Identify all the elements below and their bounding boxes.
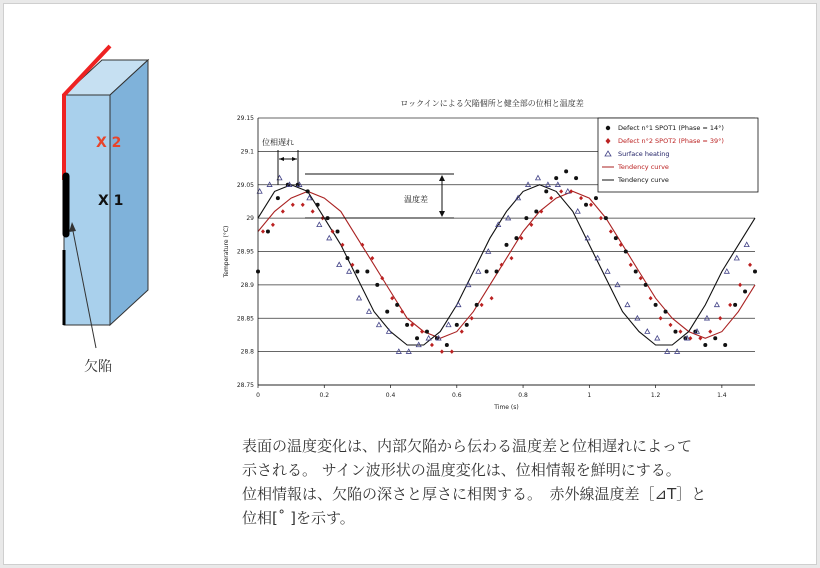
data-point-spot1 [485, 270, 489, 274]
data-point-spot2 [738, 283, 742, 287]
data-point-spot2 [470, 316, 474, 320]
data-point-spot2 [440, 349, 444, 353]
data-point-spot2 [261, 229, 265, 233]
data-point-spot1 [534, 209, 538, 213]
y-tick-label: 29.1 [240, 148, 254, 156]
data-point-spot1 [634, 270, 638, 274]
caption-text [242, 434, 802, 530]
x-tick-label: 0.6 [452, 392, 462, 399]
caption-line-1: 表面の温度変化は、内部欠陥から伝わる温度差と位相遅れによって [242, 437, 693, 455]
data-point-surface [555, 182, 560, 186]
data-point-spot1 [355, 270, 359, 274]
data-point-spot2 [579, 196, 583, 200]
legend-label-spot2: Defect n°2 SPOT2 (Phase = 39°) [618, 137, 724, 145]
data-point-spot1 [465, 323, 469, 327]
data-point-spot1 [594, 196, 598, 200]
data-point-spot2 [460, 329, 464, 333]
data-point-spot2 [271, 223, 275, 227]
data-point-spot1 [703, 343, 707, 347]
data-point-spot2 [420, 329, 424, 333]
data-point-surface [446, 322, 451, 326]
data-point-spot2 [589, 203, 593, 207]
x-tick-label: 0.2 [319, 392, 330, 399]
data-point-spot2 [649, 296, 653, 300]
data-point-spot2 [490, 296, 494, 300]
x-tick-label: 0.8 [518, 392, 528, 399]
data-point-spot2 [559, 189, 563, 193]
data-point-surface [655, 336, 660, 340]
temp-diff-arrowhead-bottom [439, 211, 445, 217]
data-point-spot2 [281, 209, 285, 213]
data-point-spot1 [514, 236, 518, 240]
data-point-surface [625, 302, 630, 306]
data-point-surface [675, 349, 680, 353]
data-point-spot2 [450, 349, 454, 353]
data-point-spot2 [549, 196, 553, 200]
data-point-surface [705, 316, 710, 320]
data-point-spot2 [669, 323, 673, 327]
data-point-surface [526, 182, 531, 186]
chart-title: ロックインによる欠陥個所と健全部の位相と温度差 [400, 99, 584, 108]
data-point-surface [357, 296, 362, 300]
label-x1: X 1 [98, 193, 124, 209]
data-point-spot1 [564, 169, 568, 173]
data-point-surface [536, 175, 541, 179]
data-point-surface [486, 249, 491, 253]
data-point-spot2 [619, 243, 623, 247]
data-point-surface [734, 256, 739, 260]
phase-lag-label: 位相遅れ [262, 138, 294, 147]
legend-label-surface: Surface heating [618, 150, 670, 158]
data-point-surface [367, 309, 372, 313]
x-tick-label: 1 [587, 392, 592, 399]
data-point-spot2 [539, 209, 543, 213]
data-point-spot1 [544, 189, 548, 193]
data-point-spot2 [301, 203, 305, 207]
y-axis-label: Temperature (°C) [223, 225, 230, 278]
data-point-spot1 [723, 343, 727, 347]
y-tick-label: 29.15 [236, 115, 254, 122]
data-point-spot1 [345, 256, 349, 260]
data-point-spot2 [718, 316, 722, 320]
data-point-surface [396, 349, 401, 353]
data-point-spot2 [311, 209, 315, 213]
legend-label-tendency-red: Tendency curve [618, 163, 669, 171]
data-point-spot2 [678, 329, 682, 333]
temp-diff-label: 温度差 [404, 195, 428, 204]
data-point-spot2 [509, 256, 513, 260]
y-tick-label: 28.75 [236, 382, 254, 389]
y-tick-label: 29 [246, 215, 254, 223]
data-point-surface [575, 209, 580, 213]
tendency-curve-4 [258, 185, 755, 345]
data-point-spot1 [673, 330, 677, 334]
data-point-spot1 [365, 270, 369, 274]
data-point-spot1 [753, 270, 757, 274]
data-point-spot1 [385, 310, 389, 314]
data-point-spot1 [524, 216, 528, 220]
temp-diff-arrowhead-top [439, 175, 445, 181]
legend-marker-spot1 [606, 126, 610, 130]
data-point-spot1 [276, 196, 280, 200]
phase-lag-arrowhead-right [292, 157, 297, 161]
data-point-surface [724, 269, 729, 273]
x-tick-label: 0 [256, 392, 260, 399]
data-point-spot1 [614, 236, 618, 240]
y-tick-label: 28.95 [236, 248, 254, 256]
label-x2: X 2 [96, 135, 122, 151]
data-point-surface [377, 322, 382, 326]
data-point-surface [347, 269, 352, 273]
data-point-surface [605, 269, 610, 273]
data-point-surface [426, 336, 431, 340]
data-point-spot1 [405, 323, 409, 327]
data-point-spot1 [584, 203, 588, 207]
data-point-spot1 [455, 323, 459, 327]
y-tick-label: 28.9 [240, 281, 254, 289]
data-point-spot1 [644, 283, 648, 287]
data-point-spot1 [743, 290, 747, 294]
data-point-spot2 [659, 316, 663, 320]
data-point-spot1 [306, 189, 310, 193]
data-point-surface [406, 349, 411, 353]
data-point-surface [506, 216, 511, 220]
data-point-surface [744, 242, 749, 246]
data-point-spot1 [395, 303, 399, 307]
data-point-spot1 [713, 336, 717, 340]
y-tick-label: 29.05 [236, 181, 254, 189]
x-tick-label: 1.4 [717, 392, 727, 399]
caption-line-4: 位相[˚ ]を示す。 [242, 509, 355, 527]
data-point-surface [615, 282, 620, 286]
data-point-spot1 [425, 330, 429, 334]
data-point-spot2 [599, 216, 603, 220]
data-point-spot1 [664, 310, 668, 314]
data-point-spot1 [624, 250, 628, 254]
data-point-surface [337, 262, 342, 266]
y-tick-label: 28.8 [240, 348, 254, 356]
data-point-spot1 [505, 243, 509, 247]
data-point-surface [317, 222, 322, 226]
data-point-spot2 [291, 203, 295, 207]
data-point-spot1 [604, 216, 608, 220]
chart-legend [598, 118, 758, 192]
data-point-surface [327, 236, 332, 240]
data-point-spot1 [375, 283, 379, 287]
data-point-spot2 [430, 343, 434, 347]
legend-label-tendency-black: Tendency curve [618, 176, 669, 184]
data-point-spot1 [554, 176, 558, 180]
data-point-spot1 [445, 343, 449, 347]
data-point-spot1 [574, 176, 578, 180]
data-point-spot1 [654, 303, 658, 307]
data-point-spot1 [733, 303, 737, 307]
data-point-spot2 [480, 303, 484, 307]
caption-line-2: 示される。 サイン波形状の温度変化は、位相情報を鮮明にする。 [242, 461, 681, 479]
data-point-spot1 [336, 229, 340, 233]
y-tick-label: 28.85 [236, 315, 254, 323]
data-point-surface [267, 182, 272, 186]
data-point-surface [714, 302, 719, 306]
caption-line-3: 位相情報は、欠陥の深さと厚さに相関する。 赤外線温度差［⊿T］と [242, 485, 707, 503]
data-point-spot1 [266, 229, 270, 233]
defect-label: 欠陥 [84, 359, 112, 375]
data-point-spot1 [475, 303, 479, 307]
data-point-spot1 [415, 336, 419, 340]
data-point-surface [476, 269, 481, 273]
data-point-surface [635, 316, 640, 320]
data-point-spot2 [728, 303, 732, 307]
data-point-spot2 [629, 263, 633, 267]
tendency-curve-3 [258, 191, 755, 338]
data-point-surface [546, 182, 551, 186]
x-tick-label: 1.2 [650, 392, 661, 399]
x-tick-label: 0.4 [385, 392, 396, 399]
legend-label-spot1: Defect n°1 SPOT1 (Phase = 14°) [618, 124, 724, 132]
x-axis-label: Time (s) [494, 404, 519, 411]
phase-lag-arrowhead-left [279, 157, 284, 161]
data-point-spot2 [609, 229, 613, 233]
data-point-surface [665, 349, 670, 353]
data-point-spot1 [495, 270, 499, 274]
data-point-spot1 [316, 203, 320, 207]
data-point-surface [645, 329, 650, 333]
data-point-spot2 [708, 329, 712, 333]
data-point-spot2 [748, 263, 752, 267]
